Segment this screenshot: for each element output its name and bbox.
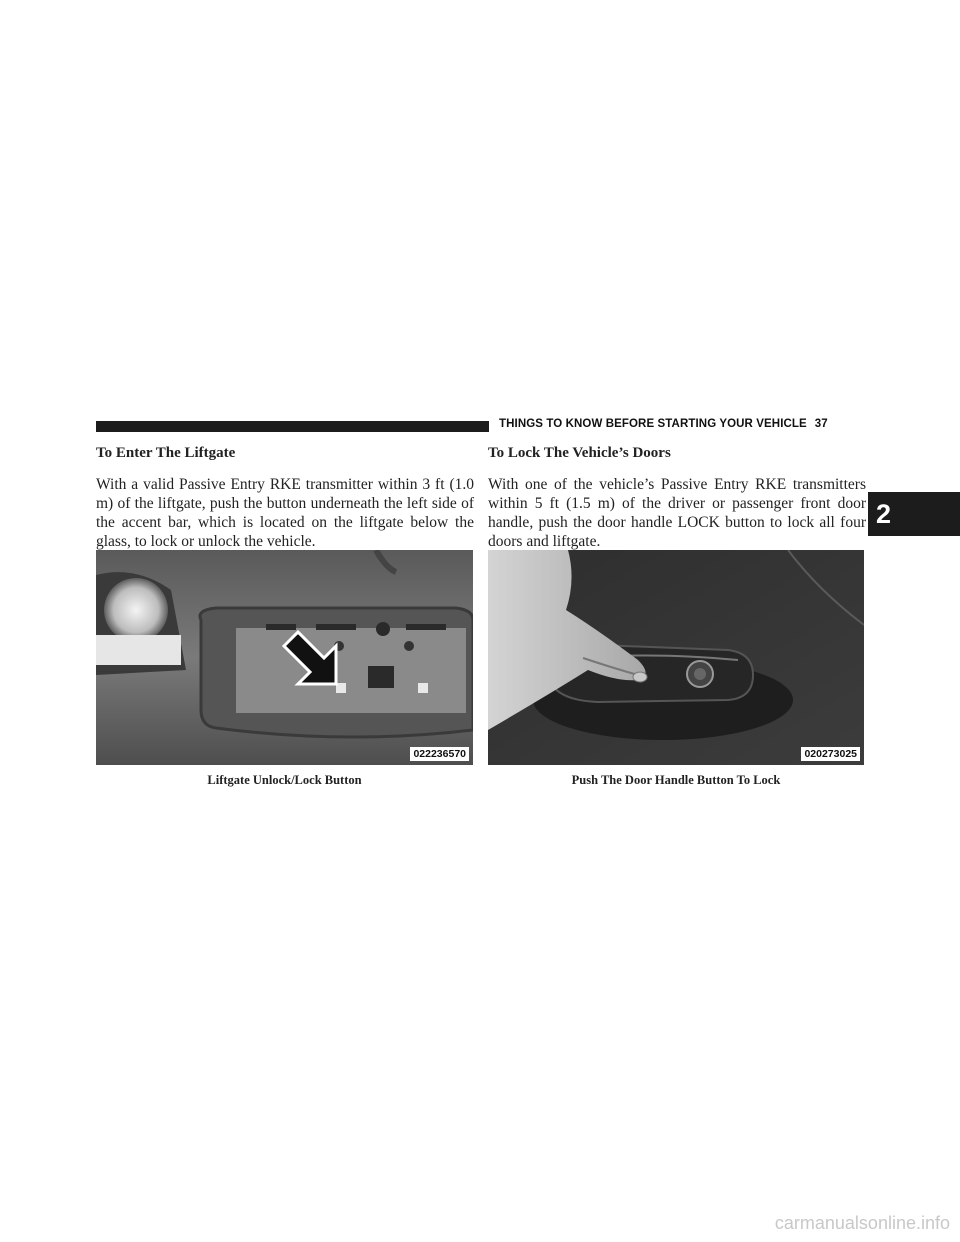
liftgate-paragraph: With a valid Passive Entry RKE transmitter within 3 ft (1.0 m) of the liftgate, push the button underneath the left side of the accent bar, which is located on the liftgate below the glass, to lock or unlock the vehicle. bbox=[96, 476, 474, 550]
liftgate-caption: Liftgate Unlock/Lock Button bbox=[207, 773, 362, 787]
liftgate-figure bbox=[96, 550, 473, 765]
page-number: 37 bbox=[814, 418, 828, 430]
header-rule bbox=[96, 421, 489, 432]
watermark: carmanualsonline.info bbox=[774, 1213, 950, 1233]
header-title: THINGS TO KNOW BEFORE STARTING YOUR VEHICLE bbox=[499, 418, 807, 430]
running-header bbox=[499, 418, 828, 430]
door-handle-figure bbox=[488, 550, 864, 765]
door-handle-figure-id: 020273025 bbox=[801, 747, 860, 761]
lock-doors-paragraph: With one of the vehicle’s Passive Entry RKE transmitters within 5 ft (1.5 m) of the driver or passenger front door handle, push the door handle LOCK button to lock all four doors and liftgate. bbox=[488, 476, 866, 550]
liftgate-heading: To Enter The Liftgate bbox=[96, 445, 236, 461]
chapter-tab: 2 bbox=[868, 492, 960, 536]
left-column bbox=[96, 443, 474, 551]
lock-doors-heading: To Lock The Vehicle’s Doors bbox=[488, 445, 671, 461]
right-column bbox=[488, 443, 866, 551]
door-handle-illustration bbox=[488, 550, 864, 765]
liftgate-illustration bbox=[96, 550, 473, 765]
door-handle-caption: Push The Door Handle Button To Lock bbox=[571, 773, 781, 787]
liftgate-figure-id: 022236570 bbox=[410, 747, 469, 761]
